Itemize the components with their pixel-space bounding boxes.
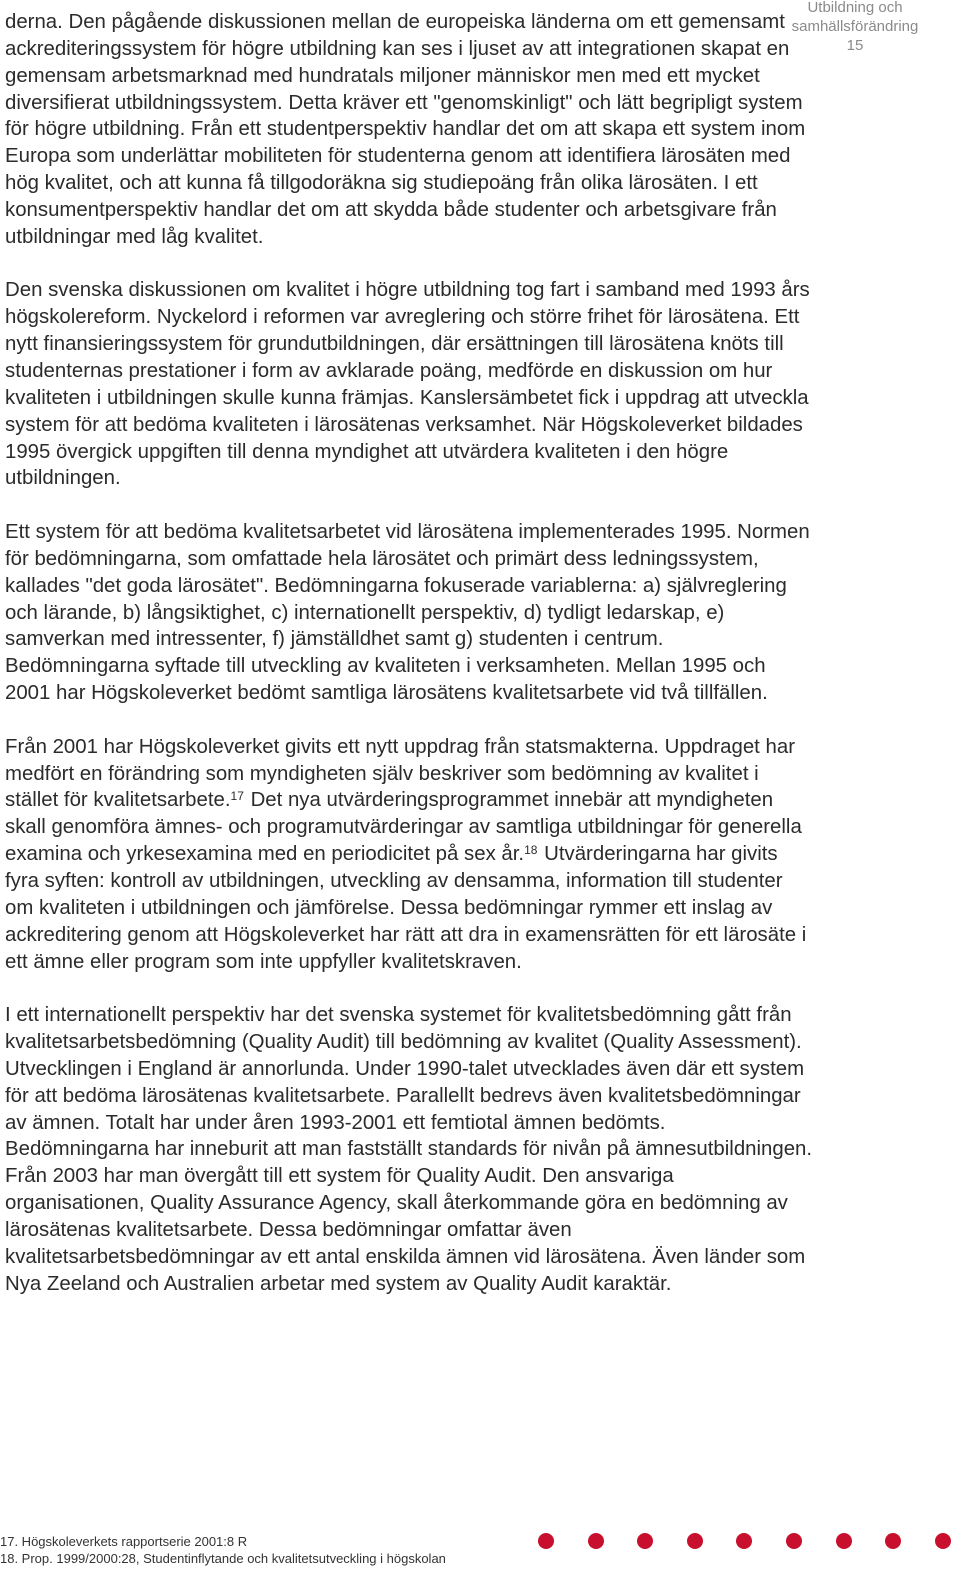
footnote: 17. Högskoleverkets rapportserie 2001:8 R [0, 1534, 248, 1549]
decorative-dot [786, 1533, 802, 1549]
decorative-dot [637, 1533, 653, 1549]
section-title-line2: samhällsförändring [791, 18, 919, 35]
paragraph [5, 734, 813, 976]
paragraph-text: Från 2001 har Högskoleverket givits ett nytt uppdrag från statsmakterna. Uppdraget har medfört en förändring som myndigheten själv beskriver som bedömning av kvalitet i stället för kvalitetsarbete. [5, 735, 795, 812]
decorative-dot [736, 1533, 752, 1549]
decorative-dot [836, 1533, 852, 1549]
paragraph [5, 277, 813, 492]
paragraph [5, 1002, 813, 1297]
paragraph-text: Den svenska diskussionen om kvalitet i högre utbildning tog fart i samband med 1993 års högskolereform. Nyckelord i reformen var avreglering och större frihet för lärosätena. Ett nytt finansieringssystem för grundutbildningen, där ersättningen till lärosätena knöts till studenternas prestationer i form av avklarade poäng, medförde en diskussion om hur kvaliteten i utbildningen skulle kunna främjas. Kanslersämbetet fick i uppdrag att utveckla system för att bedöma kvaliteten i lärosätenas verksamhet. När Högskoleverket bildades 1995 övergick uppgiften till denna myndighet att utvärdera kvaliteten i den högre utbildningen. [5, 279, 810, 490]
footnote-ref[interactable]: 18 [524, 843, 538, 858]
footnote: 18. Prop. 1999/2000:28, Studentinflytande och kvalitetsutveckling i högskolan [0, 1551, 446, 1566]
decorative-dot-row [530, 1533, 960, 1551]
paragraph-text: Ett system för att bedöma kvalitetsarbetet vid lärosätena implementerades 1995. Normen för bedömningarna, som omfattade hela lärosätet och primärt dess ledningssystem, kallades "det goda lärosätet". Bedömningarna fokuserade variablerna: a) självreglering och lärande, b) långsiktighet, c) internationellt perspektiv, d) tydligt ledarskap, e) samverkan med intressenter, f) jämställdhet samt g) studenten i centrum. Bedömningarna syftade till utveckling av kvaliteten i verksamheten. Mellan 1995 och 2001 har Högskoleverket bedömt samtliga lärosätens kvalitetsarbete vid två tillfällen. [5, 521, 810, 705]
paragraph-text: Det nya utvärderingsprogrammet innebär att myndigheten skall genomföra ämnes- och programutvärderingar av samtliga utbildningar för generella examina och yrkesexamina med en periodicitet på sex år. [5, 789, 802, 866]
paragraph-text: Utvärderingarna har givits fyra syften: kontroll av utbildningen, utveckling av densamma, information till studenter om kvaliteten i utbildningen och jämförelse. Dessa bedömningar rymmer ett inslag av ackreditering genom att Högskoleverket har rätt att dra in examensrätten för ett lärosäte i ett ämne eller program som inte uppfyller kvalitetskraven. [5, 843, 807, 973]
paragraph [5, 519, 813, 707]
decorative-dot [538, 1533, 554, 1549]
section-title-line1: Utbildning och [807, 0, 903, 16]
footnote-ref[interactable]: 17 [230, 789, 244, 804]
decorative-dot [935, 1533, 951, 1549]
footnotes [0, 1533, 520, 1567]
decorative-dot [687, 1533, 703, 1549]
paragraph-text: I ett internationellt perspektiv har det svenska systemet för kvalitetsbedömning gått från kvalitetsarbetsbedömning (Quality Audit) till bedömning av kvalitet (Quality Assessment). Utvecklingen i England är annorlunda. Under 1990-talet utvecklades även där ett system för att bedöma lärosätenas kvalitetsarbete. Parallellt bedrevs även kvalitetsbedömningar av ämnen. Totalt har under åren 1993-2001 ett femtiotal ämnen bedömts. Bedömningarna har inneburit att man fastställt standards för nivån på ämnesutbildningen. Från 2003 har man övergått till ett system för Quality Audit. Den ansvariga organisationen, Quality Assurance Agency, skall återkommande göra en bedömning av lärosätenas kvalitetsarbete. Dessa bedömningar omfattar även kvalitetsarbetsbedömningar av ett antal enskilda ämnen vid lärosätena. Även länder som Nya Zeeland och Australien arbetar med system av Quality Audit karaktär. [5, 1004, 813, 1295]
paragraph-text: derna. Den pågående diskussionen mellan de europeiska länderna om ett gemensamt ackrediteringssystem för högre utbildning kan ses i ljuset av att integrationen skapat en gemensam arbetsmarknad med hundratals miljoner människor men med ett mycket diversifierat utbildningssystem. Detta kräver ett "genomskinligt" och lätt begripligt system för högre utbildning. Från ett studentperspektiv handlar det om att skapa ett system inom Europa som underlättar mobiliteten för studenterna genom att identifiera lärosäten med hög kvalitet, och att kunna få tillgodoräkna sig studiepoäng från olika lärosäten. I ett konsumentperspektiv handlar det om att skydda både studenter och arbetsgivare från utbildningar med låg kvalitet. [5, 11, 806, 248]
paragraph [5, 9, 813, 251]
body-text [5, 9, 813, 1298]
decorative-dot [588, 1533, 604, 1549]
page-number: 15 [846, 37, 864, 54]
decorative-dot [885, 1533, 901, 1549]
